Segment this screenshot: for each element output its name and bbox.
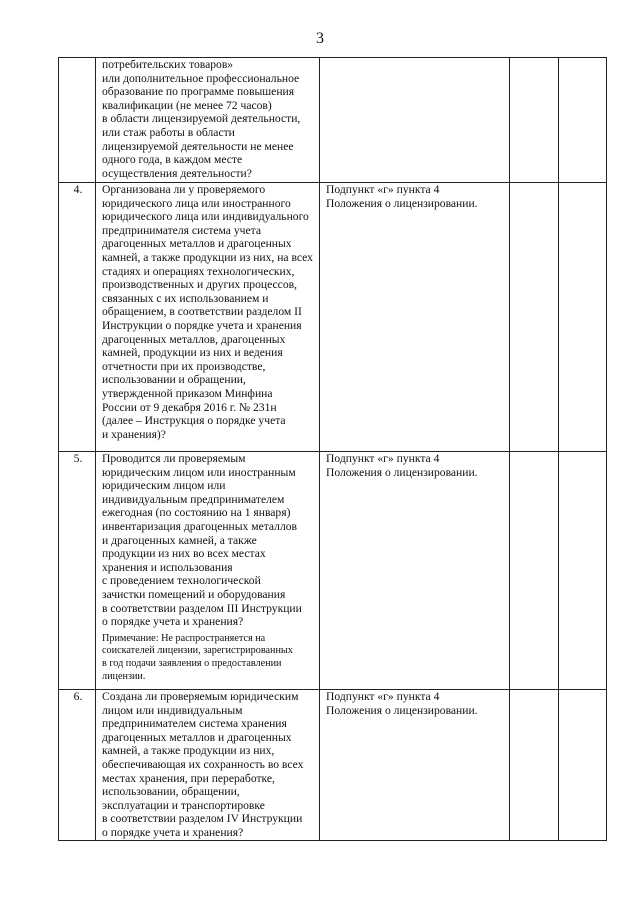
question-text-line: отчетности при их производстве, <box>102 359 266 373</box>
reference-text-line: Положения о лицензировании. <box>326 703 478 717</box>
note-text-line: лицензии. <box>102 670 146 682</box>
note-block <box>102 633 315 683</box>
question-text-line: юридическим лицом или <box>102 479 226 493</box>
reference-text-line: Подпункт «г» пункта 4 <box>326 183 440 196</box>
question-text-line: с проведением технологической <box>102 574 261 588</box>
reference-cell <box>320 690 510 841</box>
question-text-line: утвержденной приказом Минфина <box>102 386 273 400</box>
question-text-line: потребительских товаров» <box>102 58 234 71</box>
question-cell <box>96 58 320 183</box>
row-number <box>59 58 96 183</box>
question-text-line: производственных и других процессов, <box>102 278 297 292</box>
question-text-line: стадиях и операциях технологических, <box>102 264 295 278</box>
question-text-line: драгоценных металлов и драгоценных <box>102 730 292 744</box>
note-text-line: соискателей лицензии, зарегистрированных <box>102 645 293 657</box>
question-text-line: в соответствии разделом III Инструкции <box>102 601 302 615</box>
question-text-line: в соответствии разделом IV Инструкции <box>102 812 303 826</box>
question-text-line: юридическим лицом или иностранным <box>102 465 296 479</box>
question-cell <box>96 452 320 690</box>
question-text-line: о порядке учета и хранения? <box>102 615 244 629</box>
table-row <box>59 58 607 183</box>
answer-cell-a <box>510 452 559 690</box>
checklist-body <box>59 58 607 841</box>
question-text-line: хранения и использования <box>102 560 233 574</box>
question-text-line: индивидуальным предпринимателем <box>102 492 285 506</box>
question-text-line: Инструкции о порядке учета и хранения <box>102 318 302 332</box>
answer-cell-b <box>559 452 607 690</box>
answer-cell-b <box>559 690 607 841</box>
question-text-line: использовании и обращении, <box>102 373 246 387</box>
question-text-line: России от 9 декабря 2016 г. № 231н <box>102 400 277 414</box>
row-number: 5. <box>59 452 96 690</box>
question-cell <box>96 690 320 841</box>
answer-cell-b <box>559 58 607 183</box>
row-number: 6. <box>59 690 96 841</box>
question-text-line: в области лицензируемой деятельности, <box>102 112 301 126</box>
question-text-line: предпринимателя система учета <box>102 223 261 237</box>
question-text-line: или дополнительное профессиональное <box>102 71 300 85</box>
reference-cell <box>320 452 510 690</box>
reference-text-line: Подпункт «г» пункта 4 <box>326 690 440 703</box>
answer-cell-b <box>559 183 607 452</box>
question-text-line: лицом или индивидуальным <box>102 703 243 717</box>
question-text-line: камней, а также продукции из них, на всех <box>102 250 313 264</box>
reference-cell <box>320 58 510 183</box>
question-text-line: драгоценных металлов, драгоценных <box>102 332 286 346</box>
question-text-line: обеспечивающая их сохранность во всех <box>102 757 304 771</box>
question-text-line: лицензируемой деятельности не менее <box>102 139 294 153</box>
answer-cell-a <box>510 58 559 183</box>
reference-text-line: Подпункт «г» пункта 4 <box>326 452 440 465</box>
checklist-table <box>58 57 607 841</box>
question-text-line: использовании, обращении, <box>102 785 240 799</box>
question-text-line: образование по программе повышения <box>102 85 295 99</box>
page-number: 3 <box>316 30 324 47</box>
question-cell <box>96 183 320 452</box>
question-text-line: Проводится ли проверяемым <box>102 452 246 465</box>
answer-cell-a <box>510 690 559 841</box>
question-text-line: продукции из них во всех местах <box>102 547 266 561</box>
question-text-line: и хранения)? <box>102 427 166 441</box>
question-text-line: предпринимателем система хранения <box>102 717 287 731</box>
question-text-line: (далее – Инструкция о порядке учета <box>102 414 286 428</box>
note-text-line: в год подачи заявления о предоставлении <box>102 657 282 669</box>
answer-cell-a <box>510 183 559 452</box>
reference-text-line: Положения о лицензировании. <box>326 465 478 479</box>
note-text-line: Примечание: Не распространяется на <box>102 632 266 644</box>
question-text-line: эксплуатации и транспортировке <box>102 798 265 812</box>
question-text-line: Организована ли у проверяемого <box>102 183 266 196</box>
question-text-line: Создана ли проверяемым юридическим <box>102 690 299 703</box>
question-text-line: драгоценных металлов и драгоценных <box>102 237 292 251</box>
table-row <box>59 690 607 841</box>
question-text-line: и драгоценных камней, а также <box>102 533 257 547</box>
question-text-line: камней, продукции из них и ведения <box>102 346 283 360</box>
question-text-line: или стаж работы в области <box>102 125 235 139</box>
table-row <box>59 183 607 452</box>
question-text-line: квалификации (не менее 72 часов) <box>102 98 272 112</box>
question-text-line: зачистки помещений и оборудования <box>102 587 286 601</box>
question-text-line: юридического лица или иностранного <box>102 196 291 210</box>
question-text-line: инвентаризация драгоценных металлов <box>102 519 298 533</box>
question-text-line: о порядке учета и хранения? <box>102 825 244 839</box>
question-text-line: ежегодная (по состоянию на 1 января) <box>102 506 291 520</box>
question-text-line: осуществления деятельности? <box>102 166 252 180</box>
question-text-line: юридического лица или индивидуального <box>102 210 309 224</box>
question-text-line: одного года, в каждом месте <box>102 153 243 167</box>
table-row <box>59 452 607 690</box>
reference-text-line: Положения о лицензировании. <box>326 196 478 210</box>
reference-cell <box>320 183 510 452</box>
question-text-line: камней, а также продукции из них, <box>102 744 275 758</box>
question-text-line: местах хранения, при переработке, <box>102 771 275 785</box>
question-text-line: связанных с их использованием и <box>102 291 269 305</box>
row-number: 4. <box>59 183 96 452</box>
question-text-line: обращением, в соответствии разделом II <box>102 305 302 319</box>
